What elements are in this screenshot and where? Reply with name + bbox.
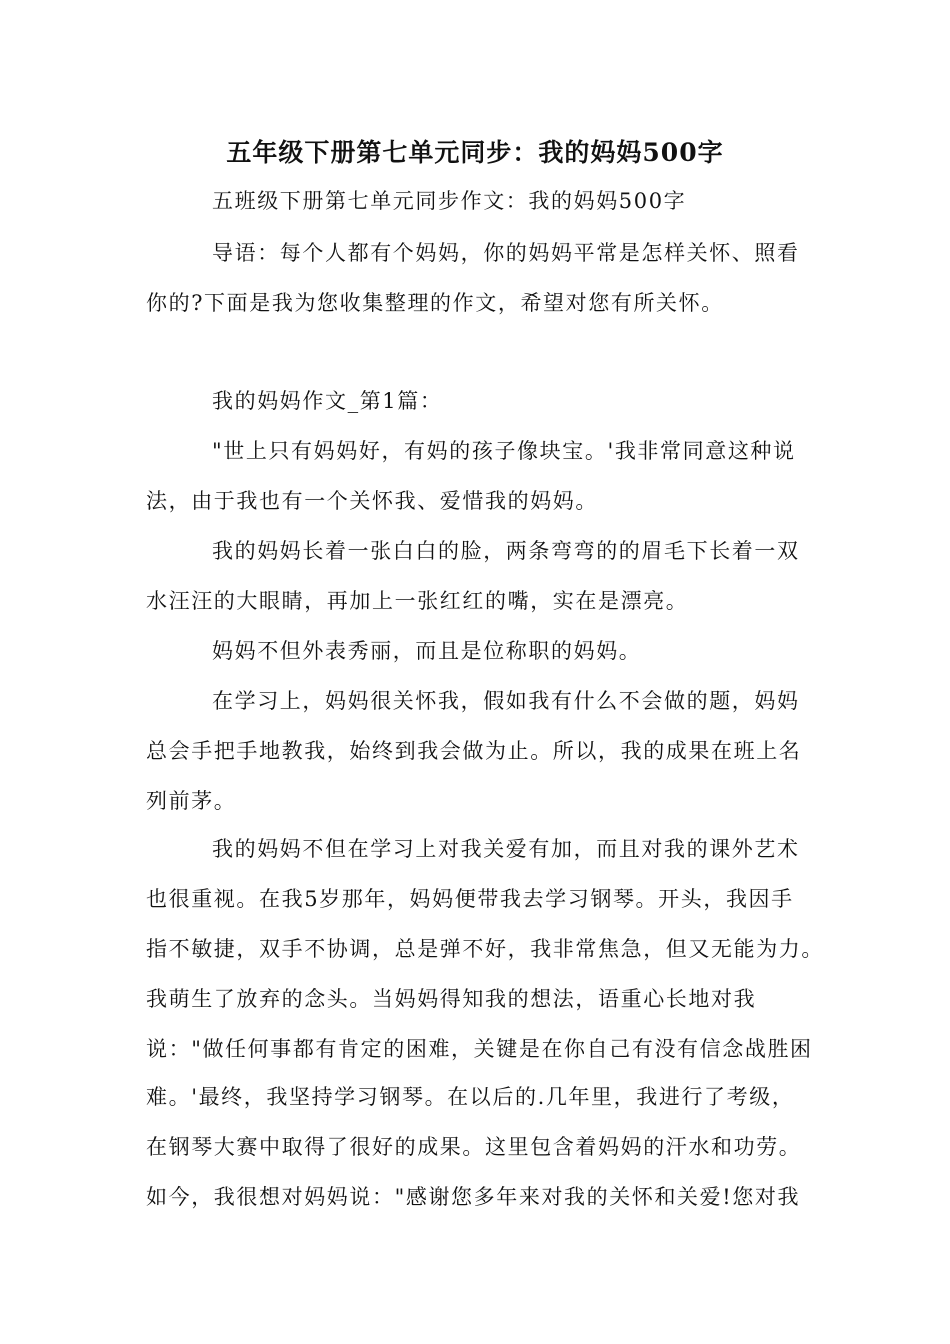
paragraph-line: 总会手把手地教我，始终到我会做为止。所以，我的成果在班上名 — [146, 739, 802, 763]
paragraph-line: 难。'最终，我坚持学习钢琴。在以后的.几年里，我进行了考级， — [146, 1085, 795, 1109]
paragraph-line: 法，由于我也有一个关怀我、爱惜我的妈妈。 — [146, 489, 598, 513]
intro-line-1: 导语：每个人都有个妈妈，你的妈妈平常是怎样关怀、照看 — [212, 241, 800, 265]
document-subtitle: 五班级下册第七单元同步作文：我的妈妈500字 — [212, 189, 687, 213]
paragraph-line: 我的妈妈不但在学习上对我关爱有加，而且对我的课外艺术 — [212, 837, 800, 861]
paragraph-line: "世上只有妈妈好，有妈的孩子像块宝。'我非常同意这种说 — [212, 439, 796, 463]
paragraph-line: 我的妈妈长着一张白白的脸，两条弯弯的的眉毛下长着一双 — [212, 539, 800, 563]
document-title: 五年级下册第七单元同步：我的妈妈500字 — [226, 138, 724, 167]
paragraph-line: 说："做任何事都有肯定的困难，关键是在你自己有没有信念战胜困 — [146, 1037, 813, 1061]
intro-line-2: 你的?下面是我为您收集整理的作文，希望对您有所关怀。 — [146, 291, 724, 315]
paragraph-line: 在学习上，妈妈很关怀我，假如我有什么不会做的题，妈妈 — [212, 689, 800, 713]
paragraph-line: 列前茅。 — [146, 789, 237, 813]
section-heading: 我的妈妈作文_第1篇： — [212, 389, 443, 413]
paragraph-line: 如今，我很想对妈妈说："感谢您多年来对我的关怀和关爱!您对我 — [146, 1185, 801, 1209]
paragraph-line: 在钢琴大赛中取得了很好的成果。这里包含着妈妈的汗水和功劳。 — [146, 1135, 802, 1159]
paragraph-line: 妈妈不但外表秀丽，而且是位称职的妈妈。 — [212, 639, 642, 663]
paragraph-line: 水汪汪的大眼睛，再加上一张红红的嘴，实在是漂亮。 — [146, 589, 689, 613]
paragraph-line: 指不敏捷，双手不协调，总是弹不好，我非常焦急，但又无能为力。 — [146, 937, 824, 961]
paragraph-line: 我萌生了放弃的念头。当妈妈得知我的想法，语重心长地对我 — [146, 987, 757, 1011]
paragraph-line: 也很重视。在我5岁那年，妈妈便带我去学习钢琴。开头，我因手 — [146, 887, 794, 911]
